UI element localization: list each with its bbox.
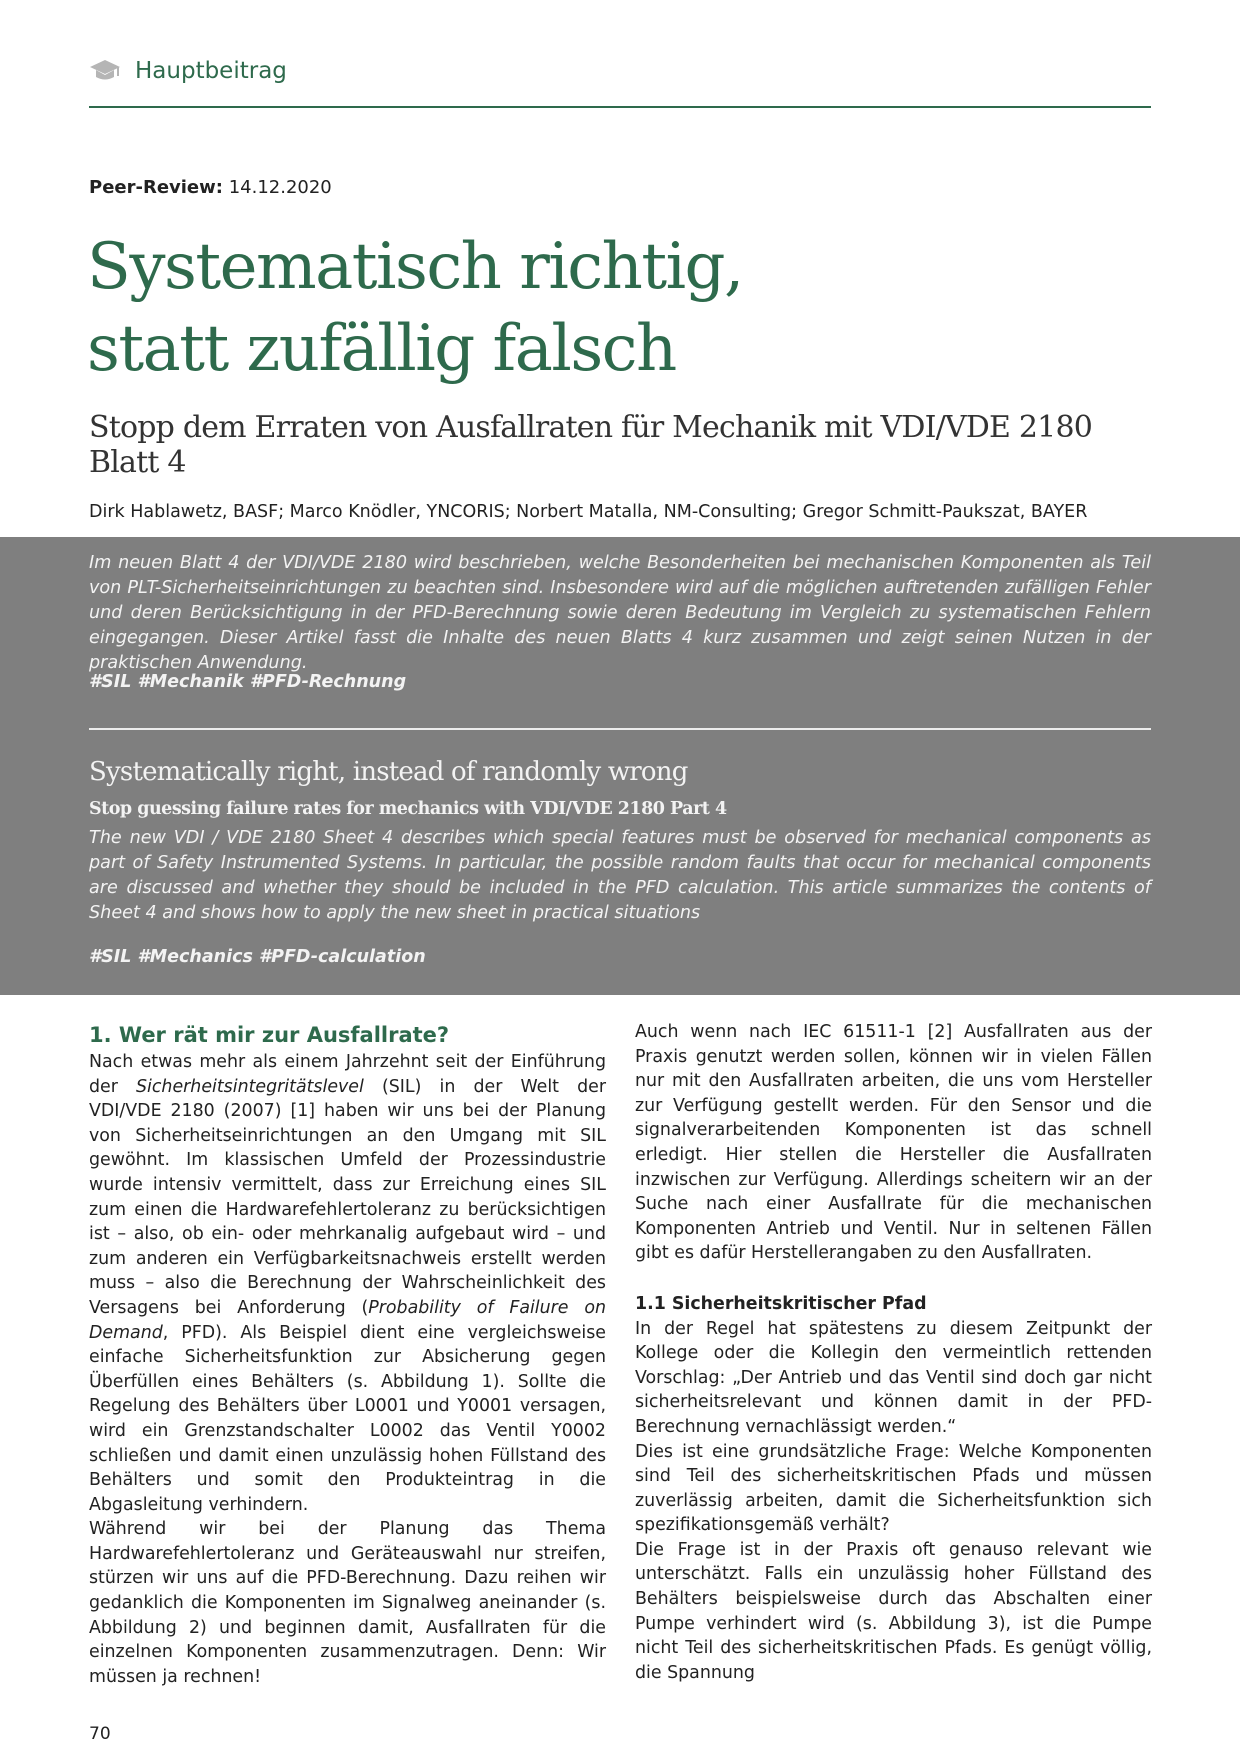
tags-german: #SIL #Mechanik #PFD-Rechnung bbox=[89, 672, 407, 692]
paragraph-2: Während wir bei der Planung das Thema Hardwarefehlertoleranz und Geräteauswahl nur streifen, stürzen wir uns auf die PFD-Berechnung. Dazu reihen wir gedanklich die Komponenten im Signalweg aneinander (s. Abbildung 2) und beginnen damit, Ausfallraten für die einzelnen Komponenten zusammenzutragen. Denn: Wir müssen ja rechnen! bbox=[89, 1519, 606, 1687]
body-column-left bbox=[89, 1020, 606, 1689]
title-line-1: Systematisch richtig, bbox=[87, 230, 743, 304]
paragraph-1 bbox=[89, 1050, 606, 1517]
paragraph-1-part-b: (SIL) in der Welt der VDI/VDE 2180 (2007) [1] haben wir uns bei der Planung von Sicherheitseinrichtungen an den Umgang mit SIL gewöhnt. Im klassischen Umfeld der Prozessindustrie wurde intensiv vermittelt, dass zur Erreichung eines SIL zum einen die Hardwarefehlertoleranz zu berücksichtigen ist – also, ob ein- oder mehrkanalig aufgebaut wird – und zum anderen ein Verfügbarkeitsnachweis erstellt werden muss – also die Berechnung der Wahrscheinlichkeit des Versagens bei Anforderung ( bbox=[89, 1076, 606, 1318]
paragraph-5: Dies ist eine grundsätzliche Frage: Welche Komponenten sind Teil des sicherheitskritischen Pfads und müssen zuverlässig arbeiten, damit die Sicherheitsfunktion sich spezifikationsgemäß verhält? bbox=[635, 1441, 1152, 1536]
author-list: Dirk Hablawetz, BASF; Marco Knödler, YNCORIS; Norbert Matalla, NM-Consulting; Gregor Schmitt-Paukszat, BAYER bbox=[89, 502, 1088, 522]
peer-review-line bbox=[89, 177, 332, 198]
paragraph-1-italic: Sicherheitsintegritätslevel bbox=[136, 1076, 364, 1097]
abstract-box bbox=[0, 537, 1240, 995]
body-column-right bbox=[635, 1020, 1152, 1685]
section-heading-1: 1. Wer rät mir zur Ausfallrate? bbox=[89, 1023, 450, 1047]
abstract-divider bbox=[89, 728, 1151, 730]
english-title: Systematically right, instead of randomly wrong bbox=[89, 757, 688, 787]
english-subtitle: Stop guessing failure rates for mechanics with VDI/VDE 2180 Part 4 bbox=[89, 799, 727, 819]
paragraph-1-part-c: , PFD). Als Beispiel dient eine vergleichsweise einfache Sicherheitsfunktion zur Absicherung gegen Überfüllen eines Behälters (s. Abbildung 1). Sollte die Regelung des Behälters über L0001 und Y0001 versagen, wird ein Grenzstandschalter L0002 das Ventil Y0002 schließen und damit einen unzulässig hohen Füllstand des Behälters und somit den Produkteintrag in die Abgasleitung verhindern. bbox=[89, 1322, 606, 1515]
paragraph-1-italic-2: Probability of Failure on Demand bbox=[89, 1297, 606, 1343]
section-label: Hauptbeitrag bbox=[135, 58, 287, 84]
section-heading-1-1: 1.1 Sicherheitskritischer Pfad bbox=[635, 1293, 927, 1314]
page-number: 70 bbox=[89, 1724, 111, 1744]
graduation-cap-icon bbox=[89, 58, 121, 82]
paragraph-4: In der Regel hat spätestens zu diesem Zeitpunkt der Kollege oder die Kollegin den vermeintlich rettenden Vorschlag: „Der Antrieb und das Ventil sind doch gar nicht sicherheitsrelevant und können damit in der PFD-Berechnung vernachlässigt werden.“ bbox=[635, 1318, 1152, 1437]
peer-review-date: 14.12.2020 bbox=[228, 177, 332, 198]
title-line-2: statt zufällig falsch bbox=[87, 312, 676, 386]
article-subtitle: Stopp dem Erraten von Ausfallraten für Mechanik mit VDI/VDE 2180 Blatt 4 bbox=[89, 410, 1093, 480]
peer-review-label: Peer-Review: bbox=[89, 177, 223, 198]
article-title bbox=[87, 226, 1137, 390]
section-header bbox=[89, 54, 1151, 108]
abstract-german: Im neuen Blatt 4 der VDI/VDE 2180 wird beschrieben, welche Besonderheiten bei mechanischen Komponenten als Teil von PLT-Sicherheitseinrichtungen zu beachten sind. Insbesondere wird auf die möglichen auftretenden zufälligen Fehler und deren Berücksichtigung in der PFD-Berechnung sowie deren Bedeutung im Vergleich zu systematischen Fehlern eingegangen. Dieser Artikel fasst die Inhalte des neuen Blatts 4 kurz zusammen und zeigt seinen Nutzen in der praktischen Anwendung. bbox=[89, 553, 1151, 673]
paragraph-6: Die Frage ist in der Praxis oft genauso relevant wie unterschätzt. Falls ein unzulässig hoher Füllstand des Behälters beispielsweise durch das Abschalten einer Pumpe verhindert wird (s. Abbildung 3), ist die Pumpe nicht Teil des sicherheitskritischen Pfads. Es genügt völlig, die Spannung bbox=[635, 1539, 1152, 1683]
tags-english: #SIL #Mechanics #PFD-calculation bbox=[89, 947, 426, 967]
abstract-english: The new VDI / VDE 2180 Sheet 4 describes which special features must be observed for mechanical components as part of Safety Instrumented Systems. In particular, the possible random faults that occur for mechanical components are discussed and whether they should be included in the PFD calculation. This article summarizes the contents of Sheet 4 and shows how to apply the new sheet in practical situations bbox=[89, 828, 1151, 923]
paragraph-3: Auch wenn nach IEC 61511-1 [2] Ausfallraten aus der Praxis genutzt werden sollen, können wir in vielen Fällen nur mit den Ausfallraten arbeiten, die uns vom Hersteller zur Verfügung gestellt werden. Für den Sensor und die signalverarbeitenden Komponenten ist das schnell erledigt. Hier stellen die Hersteller die Ausfallraten inzwischen zur Verfügung. Allerdings scheitern wir an der Suche nach einer Ausfallrate für die mechanischen Komponenten Antrieb und Ventil. Nur in seltenen Fällen gibt es dafür Herstellerangaben zu den Ausfallraten. bbox=[635, 1022, 1152, 1264]
paragraph-1-part-a: Nach etwas mehr als einem Jahrzehnt seit der Einführung der bbox=[89, 1052, 606, 1097]
